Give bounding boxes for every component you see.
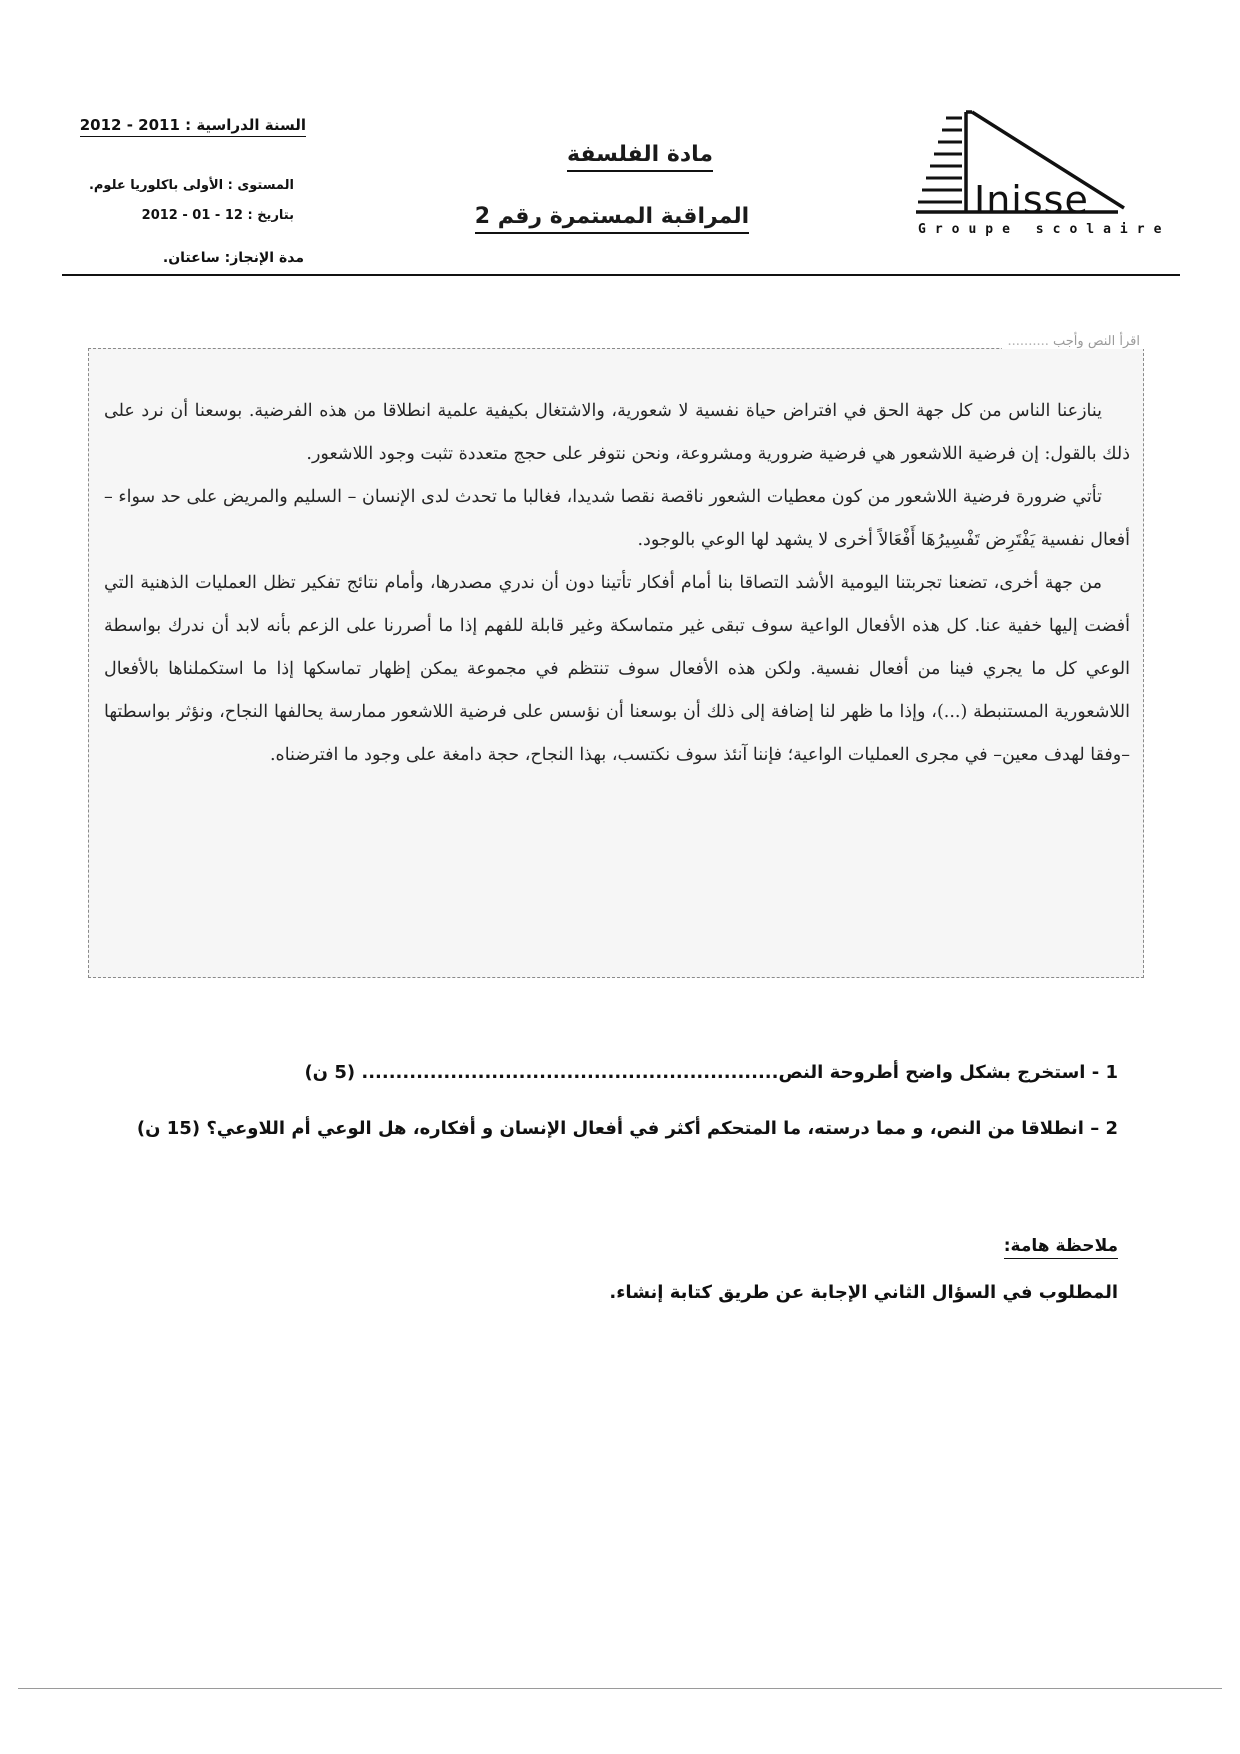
exam-date: بتاريخ : 12 - 01 - 2012 xyxy=(141,208,294,223)
level-info: المستوى : الأولى باكلوريا علوم. xyxy=(88,178,294,193)
subject-title xyxy=(520,142,760,167)
exam-duration: مدة الإنجاز: ساعتان. xyxy=(162,250,304,266)
header-divider xyxy=(62,274,1180,276)
passage-paragraph-2: تأتي ضرورة فرضية اللاشعور من كون معطيات الشعور ناقصة نقصا شديدا، فغالبا ما تحدث لدى الإنسان – السليم والمريض على حد سواء – أفعال نفسية يَفْتَرِض تَفْسِيرُهَا أَفْعَالاً أخرى لا يشهد لها الوعي بالوجود. xyxy=(104,487,1130,550)
logo-stripes xyxy=(918,118,962,202)
exam-title-text: المراقبة المستمرة رقم 2 xyxy=(475,204,749,234)
subject-title-text: مادة الفلسفة xyxy=(567,142,713,172)
note-text: المطلوب في السؤال الثاني الإجابة عن طريق كتابة إنشاء. xyxy=(609,1282,1118,1303)
logo-tagline: Groupe scolaire xyxy=(918,222,1171,237)
passage-text xyxy=(104,390,1130,777)
question-2 xyxy=(88,1118,1118,1139)
footer-divider xyxy=(18,1688,1222,1689)
school-year: السنة الدراسية : 2011 - 2012 xyxy=(80,116,306,137)
passage-paragraph-3: من جهة أخرى، تضعنا تجربتنا اليومية الأشد التصاقا بنا أمام أفكار تأتينا دون أن ندري مصدرها، وأمام نتائج تفكير تظل العمليات الذهنية التي أفضت إليها خفية عنا. كل هذه الأفعال الواعية سوف تبقى غير متماسكة وغير قابلة للفهم إذا ما أصررنا على الزعم بأنه لابد أن ندرك بواسطة الوعي كل ما يجري فينا من أفعال نفسية. ولكن هذه الأفعال سوف تنتظم في مجموعة يمكن إظهار تماسكها إذا ما استكملناها بالأفعال اللاشعورية المستنبطة (...)، وإذا ما ظهر لنا إضافة إلى ذلك أن بوسعنا أن نؤسس على فرضية اللاشعور ممارسة يحالفها النجاح، ونؤثر بواسطتها –وفقا لهدف معين– في مجرى العمليات الواعية؛ فإننا آنئذ سوف نكتسب، بهذا النجاح، حجة دامغة على وجود ما افترضناه. xyxy=(104,573,1130,765)
question-1-points: (5 ن) xyxy=(304,1062,356,1083)
question-1-text: 1 - استخرج بشكل واضح أطروحة النص............................................................. xyxy=(361,1062,1118,1083)
question-2-points: (15 ن) xyxy=(136,1118,201,1139)
note-title: ملاحظة هامة: xyxy=(1004,1236,1118,1259)
passage-instruction: اقرأ النص وأجب ..... xyxy=(1002,334,1146,349)
passage-paragraph-1: ينازعنا الناس من كل جهة الحق في افتراض حياة نفسية لا شعورية، والاشتغال بكيفية علمية انطلاقا من هذه الفرضية. بوسعنا أن نرد على ذلك بالقول: إن فرضية اللاشعور هي فرضية ضرورية ومشروعة، ونحن نتوفر على حجج متعددة تثبت وجود اللاشعور. xyxy=(104,401,1130,464)
question-1 xyxy=(88,1062,1118,1083)
logo-name: Inisse xyxy=(974,178,1089,222)
exam-title xyxy=(452,204,772,229)
question-2-text: 2 – انطلاقا من النص، و مما درسته، ما المتحكم أكثر في أفعال الإنسان و أفكاره، هل الوعي أم اللاوعي؟ xyxy=(206,1118,1118,1139)
